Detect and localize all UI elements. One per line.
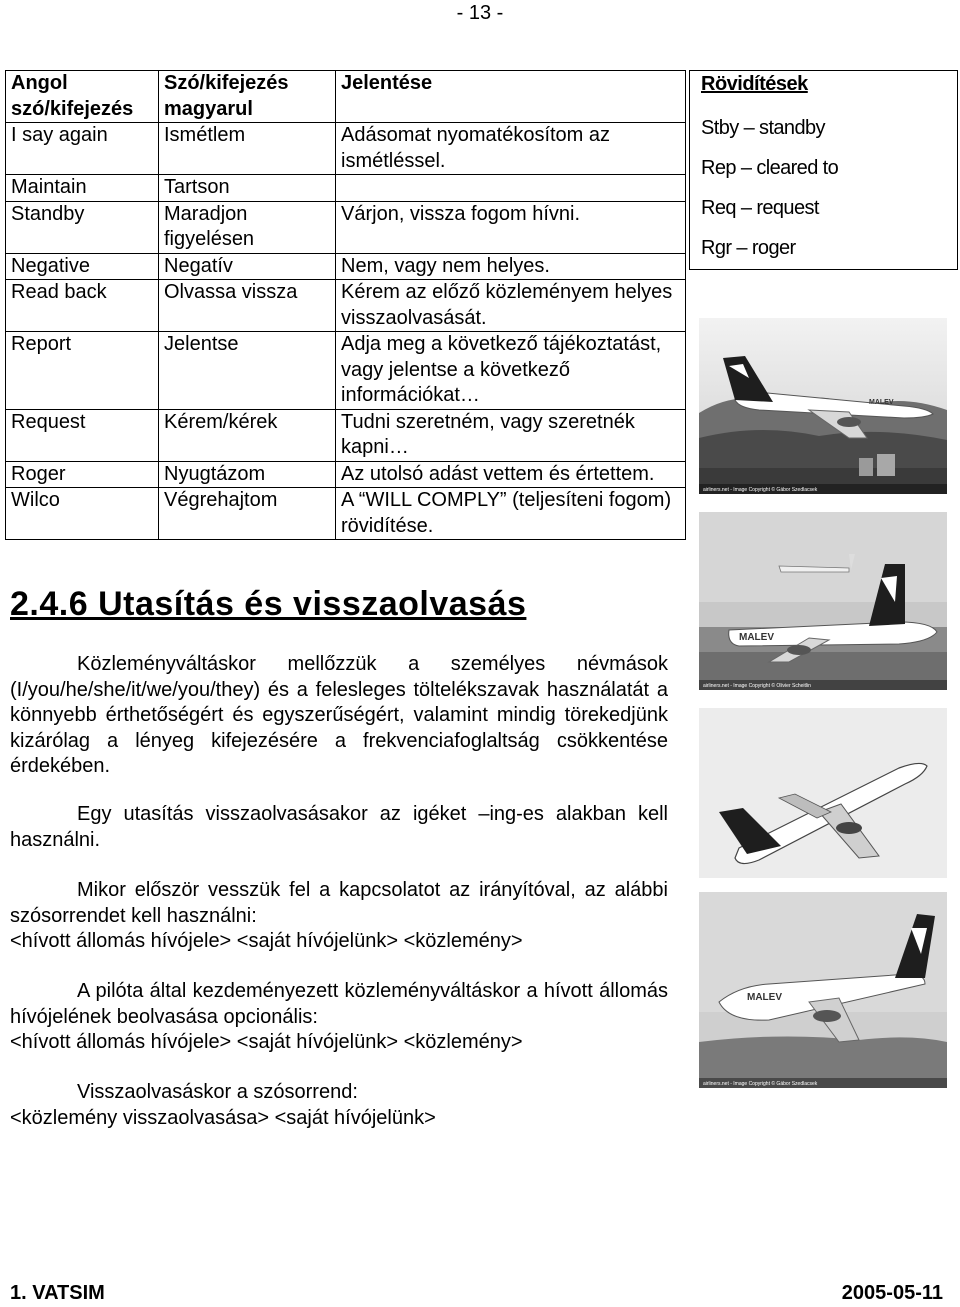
- cell-meaning: Tudni szeretném, vagy szeretnék kapni…: [336, 409, 686, 461]
- malev-livery-text: MALEV: [869, 399, 894, 406]
- cell-english: Read back: [6, 280, 159, 332]
- paragraph-text: Visszaolvasáskor a szósorrend:: [77, 1081, 358, 1103]
- cell-hungarian: Maradjon figyelésen: [159, 201, 336, 253]
- malev-livery-text: MALEV: [739, 632, 774, 643]
- cell-meaning: Az utolsó adást vettem és értettem.: [336, 461, 686, 488]
- footer-date: 2005-05-11: [841, 1282, 943, 1304]
- paragraph-text: Közleményváltáskor mellőzzük a személyes névmások (I/you/he/she/it/we/you/they) és a felesleges töltelékszavak használatát a könnyebb érthetőségért és egyszerűségért, valamint mindig törekedjünk kizárólag a lényeg kifejezésére a frekvenciafoglaltság csökkentése érdekében.: [10, 653, 668, 777]
- cell-hungarian: Ismétlem: [159, 123, 336, 175]
- word-order-template: <hívott állomás hívójele> <saját hívójelünk> <közlemény>: [10, 930, 523, 952]
- table-row: [6, 175, 686, 202]
- paragraph-ing-form: [10, 802, 668, 853]
- paragraph-readback-order: [10, 1080, 668, 1131]
- table-row: [6, 332, 686, 410]
- table-row: [6, 201, 686, 253]
- airplane-photo-landing: [699, 892, 947, 1088]
- paragraph-text: Egy utasítás visszaolvasásakor az igéket –ing-es alakban kell használni.: [10, 803, 668, 851]
- word-order-template: <közlemény visszaolvasása> <saját hívójelünk>: [10, 1106, 436, 1129]
- cell-meaning: Kérem az előző közleményem helyes visszaolvasását.: [336, 280, 686, 332]
- cell-hungarian: Olvassa vissza: [159, 280, 336, 332]
- phrase-table: [5, 70, 686, 540]
- header-hungarian: Szó/kifejezés magyarul: [159, 71, 336, 123]
- cell-hungarian: Végrehajtom: [159, 488, 336, 540]
- cell-meaning: Adja meg a következő tájékoztatást, vagy jelentse a következő információkat…: [336, 332, 686, 410]
- airplane-photo-takeoff-hills: [699, 318, 947, 494]
- abbreviation-item: Rep – cleared to: [701, 157, 839, 179]
- cell-english: I say again: [6, 123, 159, 175]
- cell-english: Wilco: [6, 488, 159, 540]
- table-header-row: [6, 71, 686, 123]
- word-order-template: <hívott állomás hívójele> <saját hívójelünk> <közlemény>: [10, 1031, 523, 1053]
- cell-hungarian: Kérem/kérek: [159, 409, 336, 461]
- cell-english: Request: [6, 409, 159, 461]
- malev-livery-text: MALEV: [747, 992, 782, 1003]
- paragraph-first-contact: [10, 878, 668, 955]
- paragraph-text: Mikor először vesszük fel a kapcsolatot az irányítóval, az alábbi szósorrendet kell használni:: [10, 879, 668, 927]
- table-row: [6, 488, 686, 540]
- abbreviation-item: Rgr – roger: [701, 237, 796, 259]
- cell-english: Standby: [6, 201, 159, 253]
- paragraph-pilot-initiated: [10, 979, 668, 1056]
- airplane-photo-takeoff-sky: [699, 708, 947, 878]
- cell-meaning: Adásomat nyomatékosítom az ismétléssel.: [336, 123, 686, 175]
- cell-english: Roger: [6, 461, 159, 488]
- header-meaning: Jelentése: [336, 71, 686, 123]
- cell-english: Report: [6, 332, 159, 410]
- cell-hungarian: Negatív: [159, 253, 336, 280]
- cell-meaning: A “WILL COMPLY” (teljesíteni fogom) rövidítése.: [336, 488, 686, 540]
- abbreviations-title: Rövidítések: [701, 73, 808, 95]
- photo-caption: airliners.net - Image Copyright © Olivier Scheitlin: [703, 683, 811, 689]
- cell-hungarian: Nyugtázom: [159, 461, 336, 488]
- table-row: [6, 253, 686, 280]
- section-heading: 2.4.6 Utasítás és visszaolvasás: [10, 585, 527, 623]
- footer-organization: 1. VATSIM: [10, 1282, 105, 1304]
- cell-meaning: [336, 175, 686, 202]
- cell-hungarian: Tartson: [159, 175, 336, 202]
- cell-english: Maintain: [6, 175, 159, 202]
- table-row: [6, 280, 686, 332]
- cell-meaning: Várjon, vissza fogom hívni.: [336, 201, 686, 253]
- cell-meaning: Nem, vagy nem helyes.: [336, 253, 686, 280]
- abbreviations-box: [689, 70, 958, 270]
- photo-caption: airliners.net - Image Copyright © Gábor Szedlacsek: [703, 1081, 818, 1087]
- airplane-photo-runway: [699, 512, 947, 690]
- table-row: [6, 409, 686, 461]
- table-row: [6, 123, 686, 175]
- paragraph-text: A pilóta által kezdeményezett közleményváltáskor a hívott állomás hívójelének beolvasása opcionális:: [10, 980, 668, 1028]
- abbreviation-item: Req – request: [701, 197, 819, 219]
- paragraph-pronouns: [10, 652, 668, 780]
- page-number: - 13 -: [456, 2, 504, 24]
- abbreviation-item: Stby – standby: [701, 117, 825, 139]
- cell-english: Negative: [6, 253, 159, 280]
- photo-caption: airliners.net - Image Copyright © Gábor Szedlacsek: [703, 487, 818, 493]
- cell-hungarian: Jelentse: [159, 332, 336, 410]
- table-row: [6, 461, 686, 488]
- header-english: Angol szó/kifejezés: [6, 71, 159, 123]
